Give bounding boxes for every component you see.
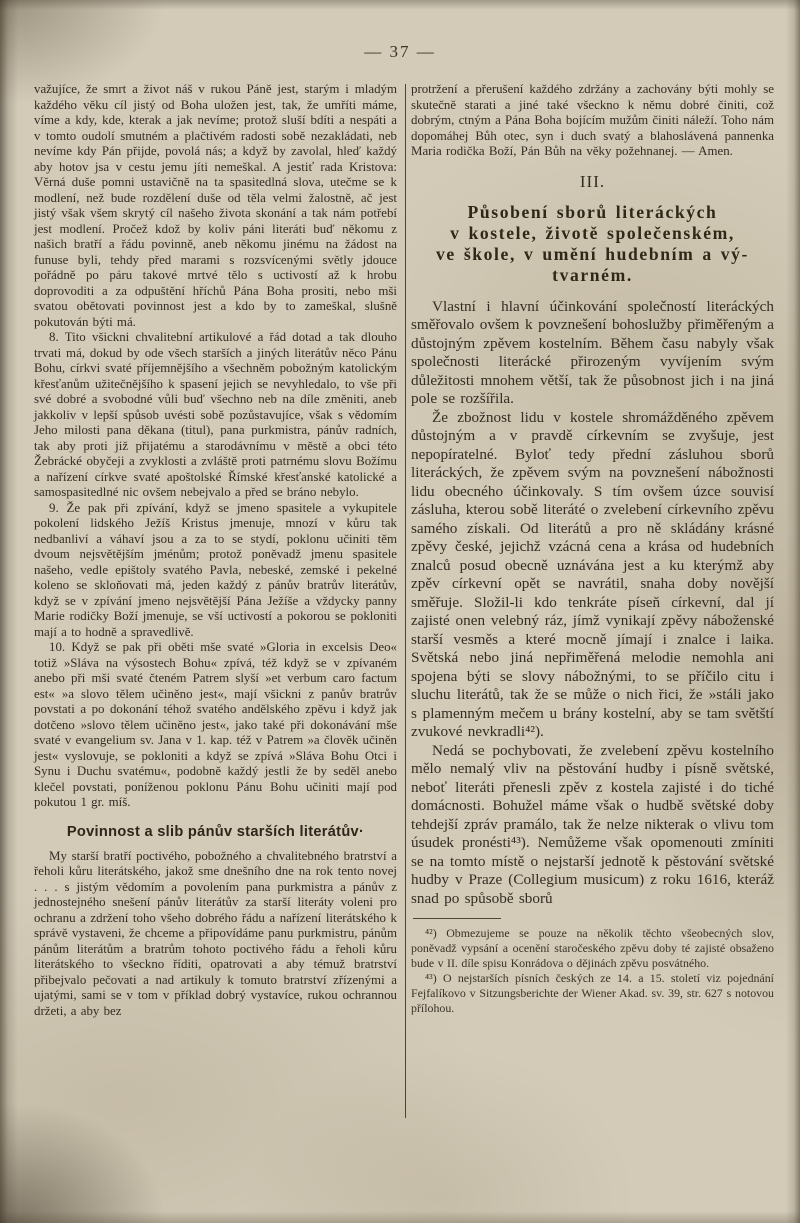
body-paragraph-article-10: 10. Když se pak při oběti mše svaté »Gloria in excelsis Deo« totiž »Sláva na výsostech Bohu« zpívá, též když se v zpívaném anebo při mši svaté čteném Patrem slyší »et verbum caro factum est« »a slovo tělem učiněno jest«, mají všickni z panův bratrův povstati a po dokonání téhož svatého andělského zpěvu i když jak dotčeno »slovo tělem učiněno jest«, jako také při dokonávání mše svaté v evangelium sv. Jana v 1. kap. též v Patrem »a člověk učiněn jest« vyslovuje, se pokloniti a když se zpívá »Sláva Bohu Otci i Synu i Duchu svatému«, podobně každý jestli že by seděl anebo klečel povstati, poníženou poklonu Pánu Bohu učiniti mají pod pokutou 1 gr. míš.: [34, 640, 397, 809]
section-heading-povinnost: Povinnost a slib pánův starších literátův·: [66, 823, 365, 840]
body-paragraph-continuation: važujíce, že smrt a život náš v rukou Páně jest, starým i mladým každého věku cíl jistý od Boha uložen jest, tak, že umříti máme, víme a kdy, kde, kterak a jak nevíme; protož sluší bdíti a nespáti a v tomto oudolí smutném a plačtivém radosti sobě nezakládati, neb nevíme kdy Pán přijde, povolá nás; a když by zavolal, hleď každý aby hotov jsa v cestu jemu jíti nemeškal. A jestiť rada Kristova: Věrná duše pomni ustavičně na ta spasitedlná slova, utečme se k modlení, než bude rozdělení duše od těla velmi žalostně, ač jest jistý však všem skrytý cíl našeho života skonání a tak nám potřebí jest modlení. Pročež kdož by koliv páni literáti buď někomu z našich bratří a řádu povinně, aneb někomu jinému na žádost na funuse byli, tehdy před marami s rozsvícenými světly jdouce pořádně po páru takové mrtvé tělo s uctivostí až k hrobu doprovoditi a za odpuštění hříchů Pána Boha prositi, nebo mši svatou obětovati povinnost jest a kdo by to zameškal, slušně pokutován býti má.: [34, 82, 397, 329]
body-paragraph: Vlastní i hlavní účinkování společností literáckých směřovalo ovšem k povznešení bohoslužby přiměřeným a důstojným zpěvem kostelním. Během času nabyly však společnosti literácké přirozeným vyvíjením svým důležitosti mnohem větší, tak že působnost jich i na jiná pole se rozšířila.: [411, 297, 774, 407]
body-paragraph-continuation: protržení a přerušení každého zdržány a zachovány býti mohly se skutečně starati a jiné také všeckno k němu dobré činiti, což dobrým, ctným a Pána Boha bojícím mužům činiti náleží. Toho nám dopomáhej Bůh otec, syn i duch svatý a blahoslávená pannenka Maria rodička Boží, Pán Bůh na věky požehnanej. — Amen.: [411, 82, 774, 158]
footnote-43: ⁴³) O nejstarších písních českých ze 14. a 15. století viz pojednání Fejfalíkovo v Sitzungsberichte der Wiener Akad. sv. 39, str. 627 s notovou přílohou.: [411, 971, 774, 1016]
body-paragraph-oath: My starší bratří poctivého, pobožného a chvalitebného bratrství a řeholi kůru literátského, jakož sme dnešního dne na rok tento novej . . . s jistým vědomím a povolením pana purkmistra a pánův z jednostejného snešení pánův literátův za starší literáty voleni pro ochranu a zdržení toho všeho dobrého řádu a nařízení literátského k správě vystaveni, že chceme a připovídáme panu purkmistru, pánům pánům literátům a bratrům tohoto poctivého řádu a řeholi kůru literátského to všeckno říditi, opatrovati a aby témuž bratrství přibejvalo pečovati a nad artikuly k tomuto bratrství zřízenými a ujatými, sami se v tom v příklad dobrý vystavíce, rukou ochrannou držeti, a aby bez: [34, 848, 397, 1018]
body-paragraph: Nedá se pochybovati, že zvelebení zpěvu kostelního mělo nemalý vliv na pěstování hudby i písně světské, neboť literáti přenesli zpěv z kostela zajisté i do tiché domácnosti. Bohužel máme však o hudbě světské doby tehdejší zpráv pramálo, tak že nelze nikterak o vlivu tom úsudek pronésti⁴³). Nemůžeme však opomenouti zmíniti se na tomto místě o nejstarší jednotě k pěstování světské hudby v Praze (Collegium musicum) z roku 1616, kteráž snad po spůsobě sborů: [411, 741, 774, 907]
footnote-separator-rule: [413, 918, 501, 919]
chapter-heading-line: tvarném.: [552, 264, 633, 285]
chapter-numeral: III.: [579, 171, 606, 191]
body-paragraph: Že zbožnost lidu v kostele shromážděného zpěvem důstojným a v pravdě církevním se zvyšuje, jest nepopíratelné. Byloť tedy přední zásluhou sborů literáckých, že zpěvem svým na povznešení nábožnosti lidu obecného účinkovaly. S tím ovšem úzce souvisí zásluha, kterou sobě literáté o zvelebení církevního zpěvu samého získali. Od literátů a pro ně skládány krásné zpěvy české, jejichž vzácná cena a krása od hudebních znalců posud obecně uznávána jest a ku kterýmž aby zpěv církevní opět se navrátil, snaha doby novější směřuje. Složil-li kdo tenkráte píseň církevní, dal jí zajisté onen velebný ráz, jímž vynikají zpěvy náboženské starší vesměs a které mocně jímají i znalce i laika. Světská nebo jiná nepřiměřená melodie nemohla ani spojena býti se slovy nábožnými, to se příčilo citu i sluchu literátů, tak že se může o nich řici, že »stáli jako s plamenným mečem u brány kostelní, aby se tam světští zvukové nevkradli⁴²).: [411, 408, 774, 740]
two-column-layout: [34, 82, 774, 1202]
page-number: — 37 —: [364, 42, 436, 61]
right-column: [411, 82, 774, 1017]
chapter-heading: [411, 202, 774, 286]
body-paragraph-article-9: 9. Že pak při zpívání, když se jmeno spasitele a vykupitele pokolení lidského Ježíš Kristus jmenuje, mnozí v kůru tak nedbanliví a váhaví jsou a za to se stydí, poklonu učiniti těm dvoum nejsvětějším jménům; protož poněvadž jmenu spasitele našeho, vedle epištoly svatého Pavla, nebeské, zemské i pekelné koleno se skloňovati má, jeden každý z pánův bratrův literátův, když se v zpívání jmeno nejsvětější Pána Ježíše a vždycky panny Marie rodičky Boží jmenuje, se vší uctivostí a pokorou se pokloniti mají a to hodně a spravedlivě.: [34, 500, 397, 639]
footnote-42: ⁴²) Obmezujeme se pouze na několik těchto všeobecných slov, poněvadž vypsání a ocenění staročeského zpěvu doby té zajisté obsaženo bude v II. díle spisu Konrádova o dějinách zpěvu posvátného.: [411, 926, 774, 971]
body-paragraph-article-8: 8. Tito všickni chvalitební artikulové a řád dotad a tak dlouho trvati má, dokud by ode všech starších a jiných literátův něco Pánu Bohu, církvi svaté příjemnějšího a všechněm pobožným katolickým křesťanům užitečnějšího k spasení jejich se nevyhledalo, to vše při své dobré a svobodné vůli buď všechno neb na díle změniti, aneb jakkoliv v lepší spůsob uvésti sobě pozůstavujíce, však s vědomím Jeho milosti pana děkana (titul), pana purkmistra, pánův radních, tak aby proti již přijatému a starodávnímu v městě a obci této Žebrácké obyčeji a zvyklosti a zvláště proti patrnému slovu Božímu a nařízení církve svaté apoštolské Římské křesťanské katolické a samospasitedlné nic ovšem nebejvalo a před se bráno nebylo.: [34, 330, 397, 499]
chapter-heading-line: v kostele, životě společenském,: [450, 222, 735, 243]
left-column: [34, 82, 397, 1019]
chapter-heading-line: ve škole, v umění hudebním a vý-: [436, 243, 749, 264]
chapter-heading-line: Působení sborů literáckých: [467, 201, 718, 222]
column-divider-rule: [405, 84, 406, 1118]
